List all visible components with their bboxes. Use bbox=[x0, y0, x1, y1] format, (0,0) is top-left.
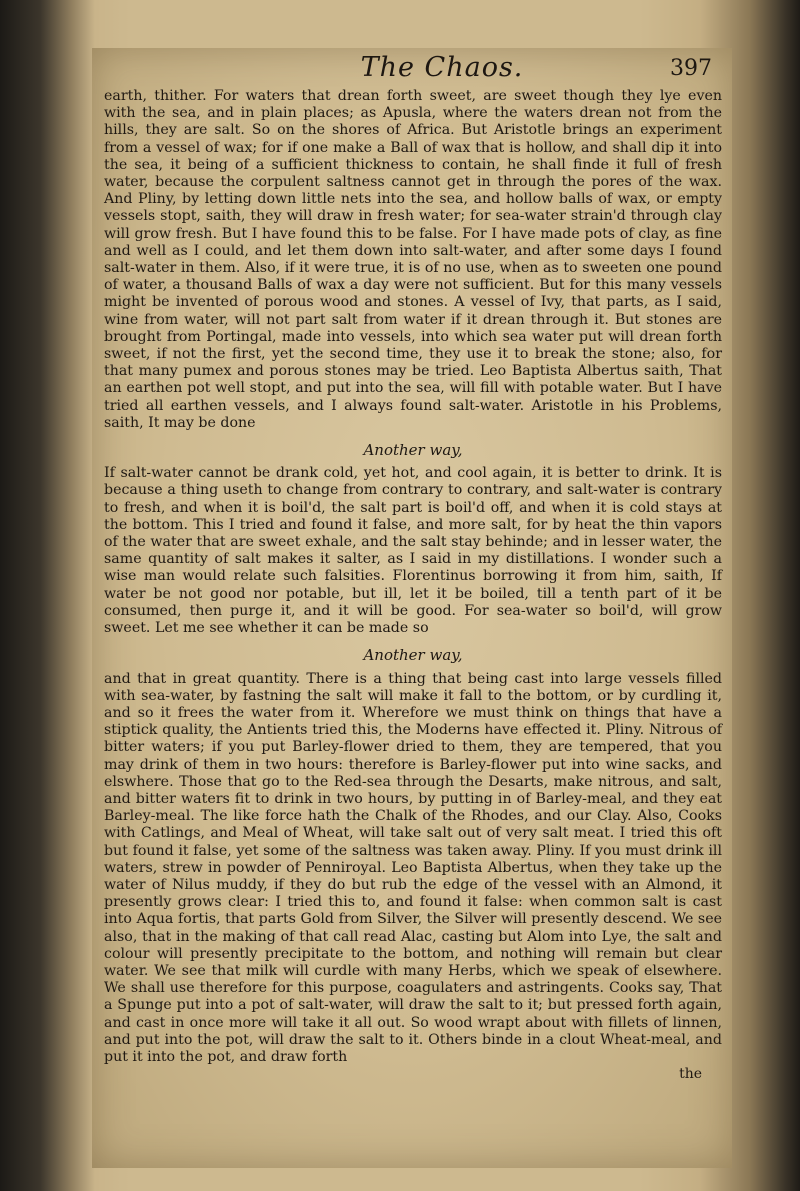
running-title: The Chaos. bbox=[360, 52, 524, 83]
paragraph: earth, thither. For waters that drean forth sweet, are sweet though they lye even with the sea, and in plain places; as Apusla, where the waters drean not from the hills, they are salt. So on the shores of Africa. But Aristotle brings an experiment from a vessel of wax; for if one make a Ball of wax that is hollow, and shall dip it into the sea, it being of a sufficient thickness to contain, he shall finde it full of fresh water, because the corpulent saltness cannot get in through the pores of the wax. And Pliny, by letting down little nets into the sea, and hollow balls of wax, or empty vessels stopt, saith, they will draw in fresh water; for sea-water strain'd through clay will grow fresh. But I have found this to be false. For I have made pots of clay, as fine and well as I could, and let them down into salt-water, and after some days I found salt-water in them. Also, if it were true, it is of no use, when as to sweeten one pound of water, a thousand Balls of wax a day were not sufficient. But for this many vessels might be invented of porous wood and stones. A vessel of Ivy, that parts, as I said, wine from water, will not part salt from water if it drean through it. But stones are brought from Portingal, made into vessels, into which sea water put will drean forth sweet, if not the first, yet the second time, they use it to break the stone; also, for that many pumex and porous stones may be tried. Leo Baptista Albertus saith, That an earthen pot well stopt, and put into the sea, will fill with potable water. But I have tried all earthen vessels, and I always found salt-water. Aristotle in his Problems, saith, It may be done bbox=[104, 88, 722, 431]
paragraph: and that in great quantity. There is a thing that being cast into large vessels filled with sea-water, by fastning the salt will make it fall to the bottom, or by curdling it, and so it frees the water from it. Wherefore we must think on things that have a stiptick quality, the Antients tried this, the Moderns have effected it. Pliny. Nitrous of bitter waters; if you put Barley-flower dried to them, they are tempered, that you may drink of them in two hours: therefore is Barley-flower put into wine sacks, and elswhere. Those that go to the Red-sea through the Desarts, make nitrous, and salt, and bitter waters fit to drink in two hours, by putting in of Barley-meal, and they eat Barley-meal. The like force hath the Chalk of the Rhodes, and our Clay. Also, Cooks with Catlings, and Meal of Wheat, will take salt out of very salt meat. I tried this oft but found it false, yet some of the saltness was taken away. Pliny. If you must drink ill waters, strew in powder of Penniroyal. Leo Baptista Albertus, when they take up the water of Nilus muddy, if they do but rub the edge of the vessel with an Almond, it presently grows clear: I tried this to, and found it false: when common salt is cast into Aqua fortis, that parts Gold from Silver, the Silver will presently descend. We see also, that in the making of that call read Alac, casting but Alom into Lye, the salt and colour will presently precipitate to the bottom, and nothing will remain but clear water. We see that milk will curdle with many Herbs, which we speak of elsewhere. We shall use therefore for this purpose, coagulaters and astringents. Cooks say, That a Spunge put into a pot of salt-water, will draw the salt to it; but pressed forth again, and cast in once more will take it all out. So wood wrapt about with fillets of linnen, and put into the pot, will draw the salt to it. Others binde in a clout Wheat-meal, and put it into the pot, and draw forth bbox=[104, 670, 722, 1065]
section-heading: Another way, bbox=[363, 646, 463, 665]
page-body bbox=[104, 88, 722, 1066]
catchword: the bbox=[679, 1066, 702, 1082]
page-header bbox=[292, 52, 712, 86]
paragraph: If salt-water cannot be drank cold, yet hot, and cool again, it is better to drink. It is because a thing useth to change from contrary to contrary, and salt-water is contrary to fresh, and when it is boil'd, the salt part is boil'd off, and when it is cold stays at the bottom. This I tried and found it false, and more salt, for by heat the thin vapors of the water that are sweet exhale, and the salt stay behinde; and in lesser water, the same quantity of salt makes it salter, as I said in my distillations. I wonder such a wise man would relate such falsities. Florentinus borrowing it from him, saith, If water be not good nor potable, but ill, let it be boiled, till a tenth part of it be consumed, then purge it, and it will be good. For sea-water so boil'd, will grow sweet. Let me see whether it can be made so bbox=[104, 465, 722, 637]
page-number: 397 bbox=[670, 56, 712, 81]
section-heading: Another way, bbox=[363, 441, 463, 460]
book-page bbox=[92, 48, 732, 1168]
